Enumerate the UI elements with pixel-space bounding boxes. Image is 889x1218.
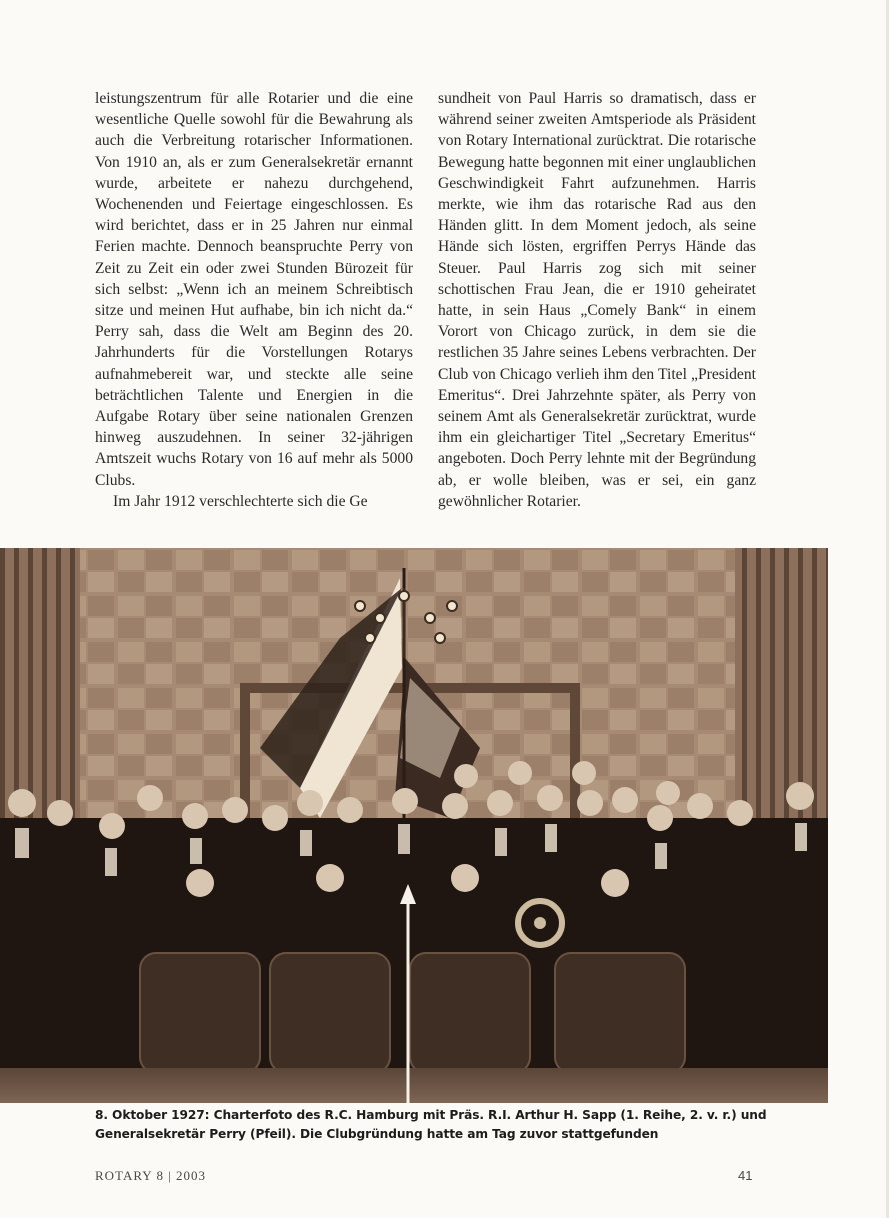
caption-line: 8. Oktober 1927: Charterfoto des R.C. Hamburg mit Präs. R.I. Arthur H. Sapp (1. Reihe, 2. v. r.) und — [95, 1108, 767, 1122]
paragraph: leistungszentrum für alle Rotarier und die eine wesentliche Quelle sowohl für die Bewahrung als auch die Verbreitung rotarischer Informationen. Von 1910 an, als er zum Generalsekretär ernannt wurde, arbeitete er nahezu durchgehend, Wochenenden und Feiertage eingeschlossen. Es wird berichtet, dass er in 25 Jahren nur einmal Ferien machte. Dennoch beanspruchte Perry von Zeit zu Zeit ein oder zwei Stunden Bürozeit für sich selbst: „Wenn ich an meinem Schreibtisch sitze und meinen Hut aufhabe, bin ich nicht da.“ Perry sah, dass die Welt am Beginn des 20. Jahrhunderts für die Vorstellungen Rotarys aufnahmebereit war, und steckte alle seine beträchtlichen Talente und Energien in die Aufgabe Rotary über seine nationalen Grenzen hinweg auszudehnen. In seiner 32-jährigen Amtszeit wuchs Rotary von 16 auf mehr als 5000 Clubs. — [95, 90, 413, 489]
photo-illustration — [0, 548, 828, 1103]
photo-caption — [95, 1106, 795, 1144]
article-column-right — [438, 88, 756, 512]
paragraph: Im Jahr 1912 verschlechterte sich die Ge — [113, 492, 368, 510]
article-column-left — [95, 88, 413, 512]
caption-line: Generalsekretär Perry (Pfeil). Die Clubgründung hatte am Tag zuvor stattgefunden — [95, 1127, 659, 1141]
page-number: 41 — [738, 1168, 753, 1183]
paragraph: sundheit von Paul Harris so dramatisch, dass er während seiner zweiten Amtsperiode als Präsident von Rotary International zurücktrat. Die rotarische Bewegung hatte begonnen mit einer unglaublichen Geschwindigkeit Fahrt aufzunehmen. Harris merkte, wie ihm das rotarische Rad aus den Händen glitt. In dem Moment jedoch, als seine Hände sich lösten, ergriffen Perrys Hände das Steuer. Paul Harris zog sich mit seiner schottischen Frau Jean, die er 1910 geheiratet hatte, in sein Haus „Comely Bank“ in einem Vorort von Chicago zurück, in dem sie die restlichen 35 Jahre seines Lebens verbrachten. Der Club von Chicago verlieh ihm den Titel „President Emeritus“. Drei Jahrzehnte später, als Perry von seinem Amt als Generalsekretär zurücktrat, wurde ihm ein gleichartiger Titel „Secretary Emeritus“ angeboten. Doch Perry lehnte mit der Begründung ab, er wolle bleiben, was er sei, ein ganz gewöhnlicher Rotarier. — [438, 90, 756, 510]
publication-footer: ROTARY 8 | 2003 — [95, 1168, 207, 1183]
group-photograph — [0, 548, 828, 1103]
